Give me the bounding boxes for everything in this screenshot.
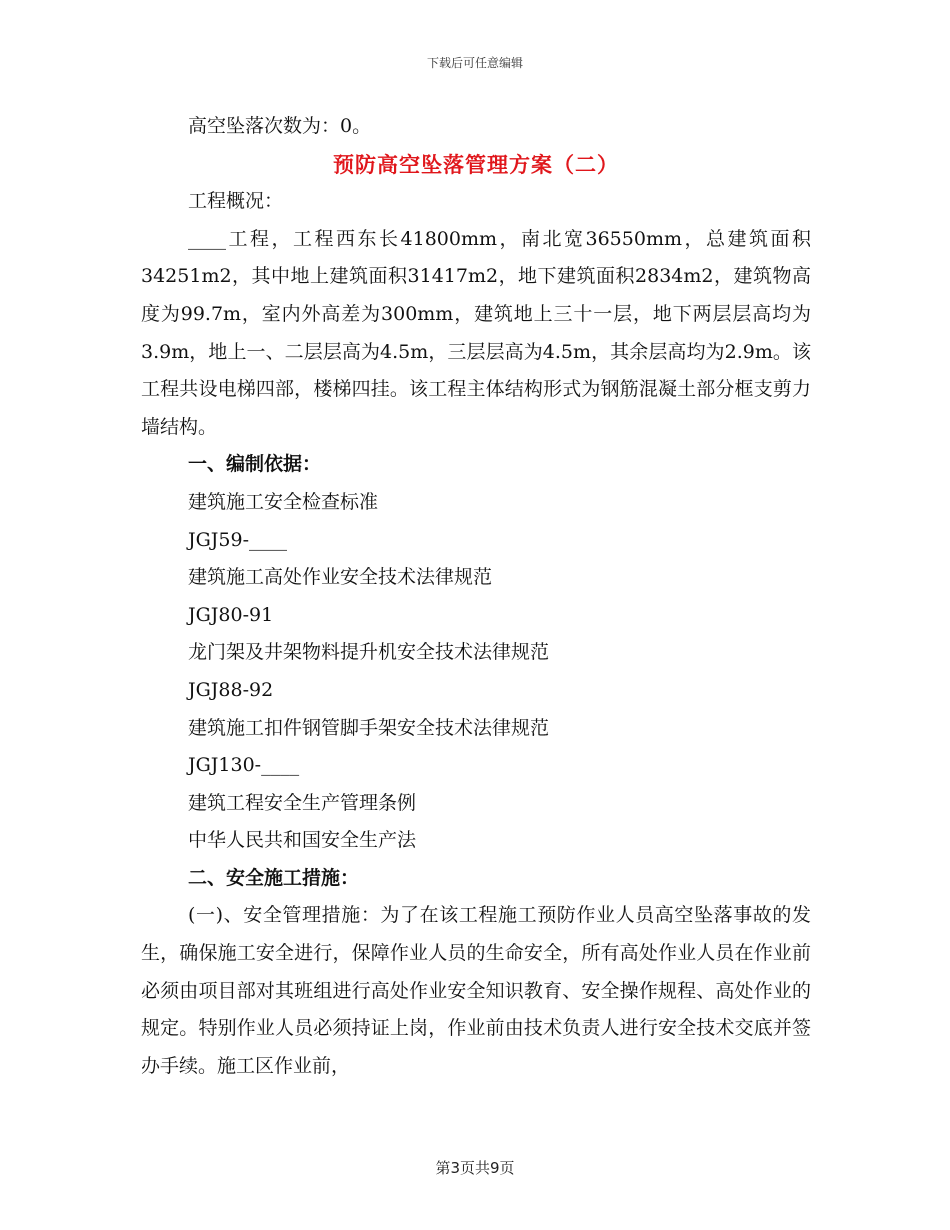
basis-item: 龙门架及井架物料提升机安全技术法律规范 [188,641,550,664]
previous-section-tail: 高空坠落次数为：0。 [188,115,372,137]
document-body [141,108,811,1085]
basis-item: JGJ80-91 [188,603,274,626]
page-number: 第3页共9页 [435,1159,515,1177]
page-header: 下载后可任意编辑 [426,56,523,70]
section-heading-measures: 二、安全施工措施： [188,866,360,889]
basis-item: 建筑施工高处作业安全技术法律规范 [188,566,493,589]
document-title: 预防高空坠落管理方案（二） [333,151,619,177]
overview-paragraph: ____工程，工程西东长41800mm，南北宽36550mm，总建筑面积34251m2，其中地上建筑面积31417m2，地下建筑面积2834m2，建筑物高度为99.7m，室内外高差为300mm，建筑地上三十一层，地下两层层高均为3.9m，地上一、二层层高为4.5m，三层层高为4.5m，其余层高均为2.9m。该工程共设电梯四部，楼梯四挂。该工程主体结构形式为钢筋混凝土部分框支剪力墙结构。 [141,227,811,438]
basis-item: 中华人民共和国安全生产法 [188,829,417,852]
overview-label: 工程概况： [188,190,284,213]
basis-item: 建筑施工扣件钢管脚手架安全技术法律规范 [188,716,550,739]
basis-item: JGJ88-92 [188,678,274,701]
section-heading-basis: 一、编制依据： [188,453,322,476]
basis-item: 建筑施工安全检查标准 [188,490,379,513]
basis-item: 建筑工程安全生产管理条例 [188,791,417,814]
measures-paragraph: (一)、安全管理措施：为了在该工程施工预防作业人员高空坠落事故的发生，确保施工安全进行，保障作业人员的生命安全，所有高处作业人员在作业前必须由项目部对其班组进行高处作业安全知识教育、安全操作规程、高处作业的规定。特别作业人员必须持证上岗，作业前由技术负责人进行安全技术交底并签办手续。施工区作业前， [141,904,811,1077]
basis-item: JGJ59-____ [188,528,288,551]
basis-item: JGJ130-____ [188,754,300,777]
